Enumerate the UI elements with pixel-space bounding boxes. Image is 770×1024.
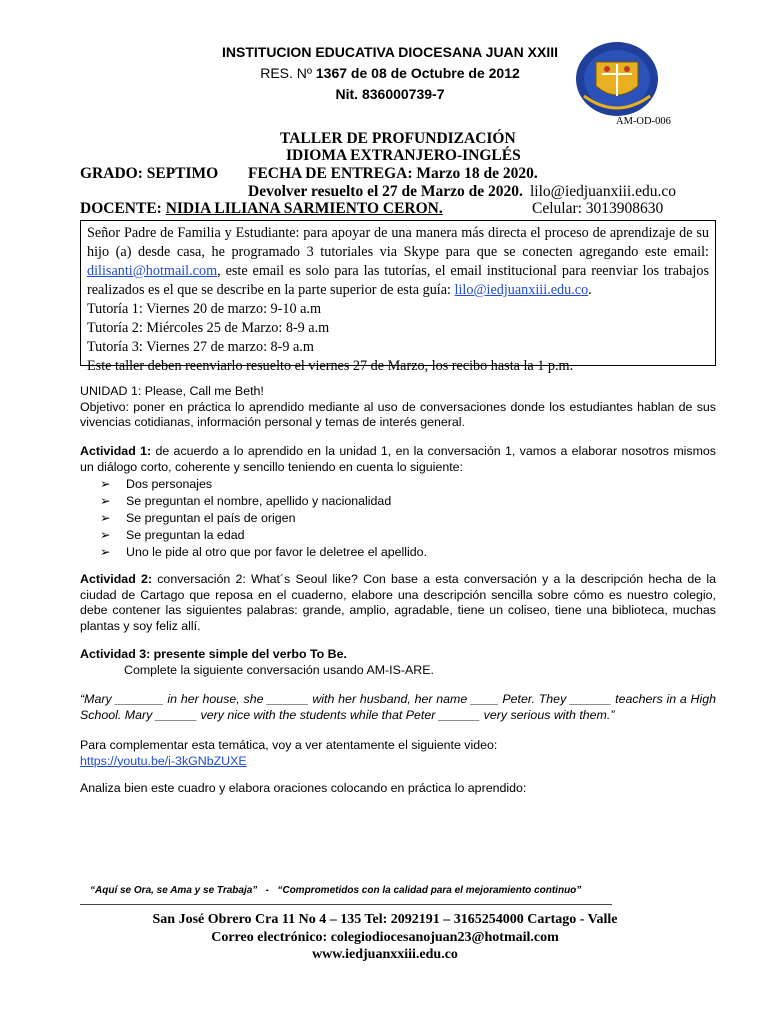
arrow-bullet-icon: ➢	[100, 528, 111, 542]
actividad-3-instruction: Complete la siguiente conversación usando AM-IS-ARE.	[124, 662, 434, 677]
notice-text-1: Señor Padre de Familia y Estudiante: para apoyar de una manera más directa el proceso de aprendizaje de su hijo (a) desde casa, he programado 3 tutoriales via Skype para que se conecten agregando este email:	[87, 225, 709, 260]
fecha-entrega: FECHA DE ENTREGA: Marzo 18 de 2020.	[248, 165, 538, 182]
list-item-text: Se preguntan el nombre, apellido y nacionalidad	[126, 494, 392, 508]
notice-text-3: .	[588, 282, 592, 298]
actividad-2-section	[80, 572, 716, 634]
actividad-1-list	[80, 476, 716, 561]
analyze-instruction: Analiza bien este cuadro y elabora oraciones colocando en práctica lo aprendido:	[80, 781, 527, 795]
institutional-email-link[interactable]: lilo@iedjuanxiii.edu.co	[454, 282, 589, 298]
title-line-1: TALLER DE PROFUNDIZACIÓN	[280, 130, 516, 147]
arrow-bullet-icon: ➢	[100, 494, 111, 508]
list-item	[80, 527, 716, 544]
institution-name: INSTITUCION EDUCATIVA DIOCESANA JUAN XXIII	[221, 44, 559, 60]
motto-separator: -	[265, 885, 269, 896]
list-item	[80, 493, 716, 510]
video-section	[80, 738, 716, 769]
motto-1: “Aquí se Ora, se Ama y se Trabaja”	[90, 885, 258, 896]
footer-address: San José Obrero Cra 11 No 4 – 135 Tel: 2092191 – 3165254000 Cartago - Valle	[152, 912, 618, 927]
tutoria-2: Tutoría 2: Miércoles 25 de Marzo: 8-9 a.m	[87, 320, 330, 336]
actividad-2-text: conversación 2: What´s Seoul like? Con base a esta conversación y a la descripción hecha de la ciudad de Cartago que reposa en el cuaderno, elabore una descripción sencilla sobre cómo es nuestro colegio, debe contener las siguientes palabras: grande, amplio, agradable, tiene un coliseo, tiene una biblioteca, muchas plantas y soy feliz allí.	[80, 572, 716, 633]
actividad-3-label: Actividad 3: presente simple del verbo To Be.	[80, 647, 347, 661]
actividad-1-label: Actividad 1:	[80, 444, 152, 458]
tutoring-email-link[interactable]: dilisanti@hotmail.com	[87, 263, 218, 279]
actividad-2-paragraph	[80, 572, 716, 634]
footer-divider	[80, 904, 612, 905]
actividad-1-section	[80, 444, 716, 561]
arrow-bullet-icon: ➢	[100, 477, 111, 491]
arrow-bullet-icon: ➢	[100, 511, 111, 525]
actividad-1-text: de acuerdo a lo aprendido en la unidad 1, en la conversación 1, vamos a elaborar nosotros mismos un diálogo corto, coherente y sencillo teniendo en cuenta lo siguiente:	[80, 444, 716, 474]
footer-website: www.iedjuanxxiii.edu.co	[312, 947, 458, 962]
nit-line: Nit. 836000739-7	[335, 86, 445, 102]
docente-label: DOCENTE:	[80, 200, 166, 217]
fill-in-exercise: “Mary _______ in her house, she ______ with her husband, her name ____ Peter. They ______ teachers in a High School. Mary ______ very nice with the students while that Peter ______ very serious with them.”	[80, 692, 716, 722]
tutoria-1: Tutoría 1: Viernes 20 de marzo: 9-10 a.m	[87, 301, 321, 317]
actividad-1-paragraph	[80, 444, 716, 475]
list-item	[80, 476, 716, 493]
resolution-rest: 1367 de 08 de Octubre de 2012	[312, 65, 520, 81]
document-code: AM-OD-006	[616, 116, 671, 127]
docente-email: lilo@iedjuanxiii.edu.co	[530, 183, 676, 200]
parent-notice-box	[80, 220, 716, 374]
docente-celular: Celular: 3013908630	[532, 200, 664, 217]
video-link[interactable]: https://youtu.be/i-3kGNbZUXE	[80, 753, 247, 768]
title-line-2: IDIOMA EXTRANJERO-INGLÉS	[286, 147, 521, 164]
video-intro: Para complementar esta temática, voy a ver atentamente el siguiente video:	[80, 738, 498, 752]
docente-line	[80, 200, 443, 218]
notice-paragraph	[87, 224, 709, 300]
footer-email: Correo electrónico: colegiodiocesanojuan23@hotmail.com	[211, 930, 559, 945]
devolver-line: Devolver resuelto el 27 de Marzo de 2020.	[248, 183, 523, 200]
unidad-title: UNIDAD 1: Please, Call me Beth!	[80, 384, 264, 398]
list-item-text: Se preguntan la edad	[126, 528, 245, 542]
resolution-prefix: RES. Nº	[260, 65, 312, 81]
unidad-section	[80, 384, 716, 431]
objetivo-text: Objetivo: poner en práctica lo aprendido mediante al uso de conversaciones donde los estudiantes hablan de sus vivencias cotidianas, información personal y temas de interés general.	[80, 399, 716, 429]
list-item-text: Dos personajes	[126, 477, 213, 491]
list-item	[80, 544, 716, 561]
school-crest-icon	[574, 40, 660, 118]
actividad-2-label: Actividad 2:	[80, 572, 153, 586]
notice-text-2: , este email es solo para las tutorías, el email institucional para reenviar los trabajos realizados es el que se describe en la parte superior de esta guía:	[87, 263, 709, 298]
footer-mottos	[90, 885, 581, 896]
notice-closing: Este taller deben reenviarlo resuelto el viernes 27 de Marzo, los recibo hasta la 1 p.m.	[87, 358, 574, 374]
grado-label: GRADO: SEPTIMO	[80, 165, 219, 182]
list-item-text: Se preguntan el país de origen	[126, 511, 296, 525]
resolution-line	[180, 65, 600, 81]
arrow-bullet-icon: ➢	[100, 545, 111, 559]
motto-2: “Comprometidos con la calidad para el mejoramiento continuo”	[277, 885, 582, 896]
list-item	[80, 510, 716, 527]
docente-name: NIDIA LILIANA SARMIENTO CERON.	[165, 200, 443, 217]
list-item-text: Uno le pide al otro que por favor le deletree el apellido.	[126, 545, 428, 559]
tutoria-3: Tutoría 3: Viernes 27 de marzo: 8-9 a.m	[87, 339, 314, 355]
actividad-3-section	[80, 647, 716, 678]
